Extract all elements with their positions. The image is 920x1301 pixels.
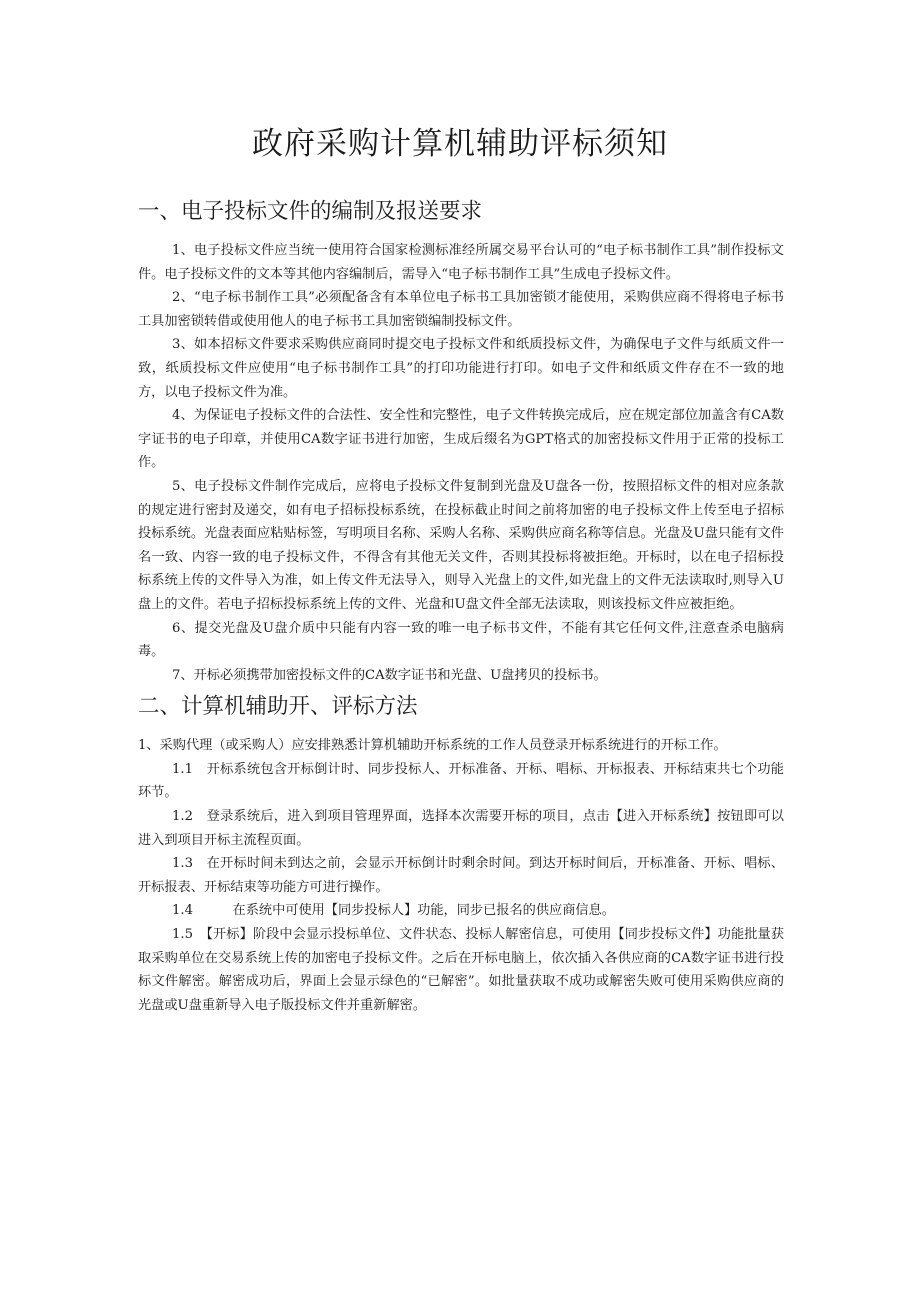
section-heading-2: 二、计算机辅助开、评标方法	[138, 694, 418, 720]
paragraph: 1.4 在系统中可使用【同步投标人】功能，同步已报名的供应商信息。	[172, 903, 615, 919]
paragraph: 1.5 【开标】阶段中会显示投标单位、文件状态、投标人解密信息，可使用【同步投标文件】功能批量获取采购单位在交易系统上传的加密电子投标文件。之后在开标电脑上，依次插入各供应商的CA数字证书进行投标文件解密。解密成功后，界面上会显示绿色的“已解密”。如批量获取不成功或解密失败可使用采购供应商的光盘或U盘重新导入电子版投标文件并重新解密。	[138, 927, 784, 1013]
paragraph: 4、为保证电子投标文件的合法性、安全性和完整性，电子文件转换完成后，应在规定部位加盖含有CA数字证书的电子印章，并使用CA数字证书进行加密，生成后缀名为GPT格式的加密投标文件用于正常的投标工作。	[138, 408, 784, 471]
paragraph: 6、提交光盘及U盘介质中只能有内容一致的唯一电子标书文件，不能有其它任何文件,注意查杀电脑病毒。	[138, 620, 784, 660]
page-title: 政府采购计算机辅助评标须知	[252, 126, 668, 162]
paragraph: 3、如本招标文件要求采购供应商同时提交电子投标文件和纸质投标文件，为确保电子文件与纸质文件一致，纸质投标文件应使用“电子标书制作工具”的打印功能进行打印。如电子文件和纸质文件存在不一致的地方，以电子投标文件为准。	[138, 337, 784, 400]
section-heading-1: 一、电子投标文件的编制及报送要求	[138, 199, 483, 224]
paragraph: 2、“电子标书制作工具”必须配备含有本单位电子标书工具加密锁才能使用，采购供应商不得将电子标书工具加密锁转借或使用他人的电子标书工具加密锁编制投标文件。	[138, 290, 784, 329]
paragraph: 7、开标必须携带加密投标文件的CA数字证书和光盘、U盘拷贝的投标书。	[172, 667, 607, 683]
paragraph: 1.3 在开标时间未到达之前，会显示开标倒计时剩余时间。到达开标时间后，开标准备、开标、唱标、开标报表、开标结束等功能方可进行操作。	[138, 856, 784, 895]
paragraph: 1、采购代理（或采购人）应安排熟悉计算机辅助开标系统的工作人员登录开标系统进行的开标工作。	[138, 738, 727, 754]
paragraph: 1.2 登录系统后，进入到项目管理界面，选择本次需要开标的项目，点击【进入开标系统】按钮即可以进入到项目开标主流程页面。	[138, 809, 784, 848]
paragraph: 1.1 开标系统包含开标倒计时、同步投标人、开标准备、开标、唱标、开标报表、开标结束共七个功能环节。	[138, 761, 784, 801]
paragraph: 5、电子投标文件制作完成后，应将电子投标文件复制到光盘及U盘各一份，按照招标文件的相对应条款的规定进行密封及递交，如有电子招标投标系统，在投标截止时间之前将加密的电子投标文件上传至电子招标投标系统。光盘表面应粘贴标签，写明项目名称、采购人名称、采购供应商名称等信息。光盘及U盘只能有文件名一致、内容一致的电子投标文件，不得含有其他无关文件，否则其投标将被拒绝。开标时，以在电子招标投标系统上传的文件导入为准，如上传文件无法导入，则导入光盘上的文件,如光盘上的文件无法读取时,则导入U盘上的文件。若电子招标投标系统上传的文件、光盘和U盘文件全部无法读取，则该投标文件应被拒绝。	[138, 478, 784, 612]
paragraph: 1、电子投标文件应当统一使用符合国家检测标准经所属交易平台认可的“电子标书制作工具”制作投标文件。电子投标文件的文本等其他内容编制后，需导入“电子标书制作工具”生成电子投标文件。	[138, 243, 784, 282]
document-body	[138, 196, 784, 1017]
